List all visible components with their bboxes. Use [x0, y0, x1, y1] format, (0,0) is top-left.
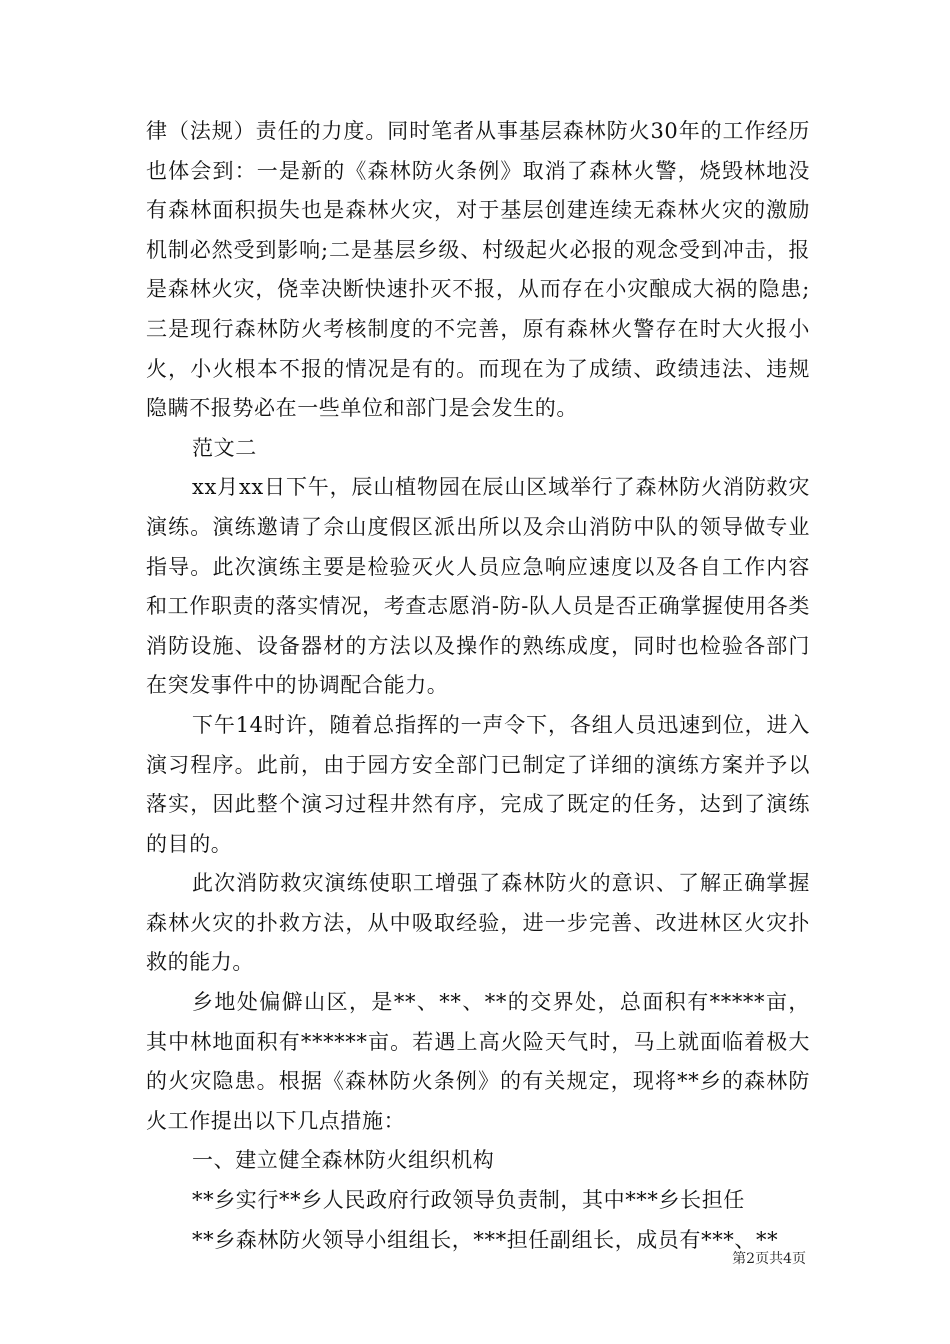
paragraph-drill-process: 下午14时许，随着总指挥的一声令下，各组人员迅速到位，进入演习程序。此前，由于园方安全部门已制定了详细的演练方案并予以落实，因此整个演习过程井然有序，完成了既定的任务，达到了演练的目的。	[146, 712, 810, 856]
paragraph-drill-result: 此次消防救灾演练使职工增强了森林防火的意识、了解正确掌握森林火灾的扑救方法，从中吸取经验，进一步完善、改进林区火灾扑救的能力。	[146, 871, 810, 975]
document-body	[146, 112, 810, 1260]
page-number-footer: 第2页共4页	[732, 1251, 806, 1267]
paragraph-leadership-line1: **乡实行**乡人民政府行政领导负责制，其中***乡长担任	[192, 1188, 745, 1213]
paragraph-drill-intro: xx月xx日下午，辰山植物园在辰山区域举行了森林防火消防救灾演练。演练邀请了佘山度假区派出所以及佘山消防中队的领导做专业指导。此次演练主要是检验灭火人员应急响应速度以及各自工作内容和工作职责的落实情况，考查志愿消-防-队人员是否正确掌握使用各类消防设施、设备器材的方法以及操作的熟练成度，同时也检验各部门在突发事件中的协调配合能力。	[146, 475, 810, 698]
subheading-organization: 一、建立健全森林防火组织机构	[192, 1148, 495, 1173]
paragraph-township-overview: 乡地处偏僻山区，是**、**、**的交界处，总面积有*****亩，其中林地面积有******亩。若遇上高火险天气时，马上就面临着极大的火灾隐患。根据《森林防火条例》的有关规定，现将**乡的森林防火工作提出以下几点措施：	[146, 990, 810, 1133]
paragraph-continuation: 律（法规）责任的力度。同时笔者从事基层森林防火30年的工作经历也体会到：一是新的《森林防火条例》取消了森林火警，烧毁林地没有森林面积损失也是森林火灾，对于基层创建连续无森林火灾的激励机制必然受到影响;二是基层乡级、村级起火必报的观念受到冲击，报是森林火灾，侥幸决断快速扑灭不报，从而存在小灾酿成大祸的隐患;三是现行森林防火考核制度的不完善，原有森林火警存在时大火报小火，小火根本不报的情况是有的。而现在为了成绩、政绩违法、违规隐瞒不报势必在一些单位和部门是会发生的。	[146, 119, 810, 421]
paragraph-leadership-line2: **乡森林防火领导小组组长，***担任副组长，成员有***、**	[192, 1227, 779, 1252]
section-heading-fanwen-er: 范文二	[192, 435, 257, 460]
